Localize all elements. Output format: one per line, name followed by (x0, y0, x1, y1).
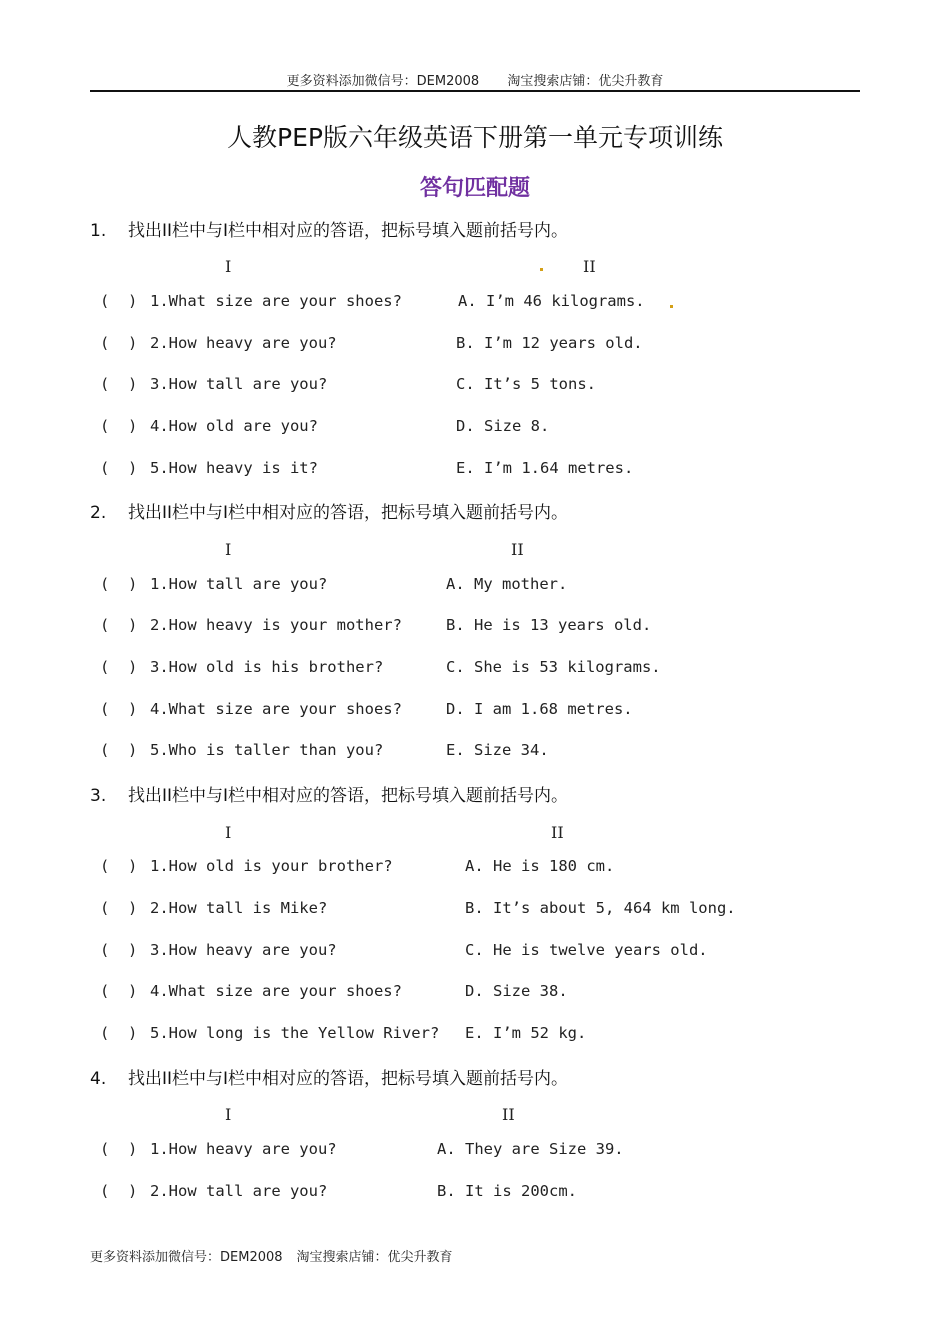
question-text: 5.Who is taller than you? (150, 741, 384, 759)
stray-mark (540, 268, 543, 271)
stray-mark (670, 305, 673, 308)
answer-blank[interactable]: ( ) (100, 700, 138, 718)
question-text: 5.How heavy is it? (150, 459, 318, 477)
question-text: 2.How heavy are you? (150, 334, 337, 352)
answer-blank[interactable]: ( ) (100, 741, 138, 759)
question-text: 1.How old is your brother? (150, 857, 393, 875)
question-text: 4.What size are your shoes? (150, 982, 402, 1000)
answer-blank[interactable]: ( ) (100, 1024, 138, 1042)
section-2-heading (90, 498, 568, 523)
question-text: 1.How heavy are you? (150, 1140, 337, 1158)
answer-blank[interactable]: ( ) (100, 334, 138, 352)
answer-option: A. I’m 46 kilograms. (458, 292, 645, 310)
answer-option: A. My mother. (446, 575, 568, 593)
question-text: 4.What size are your shoes? (150, 700, 402, 718)
answer-blank[interactable]: ( ) (100, 459, 138, 477)
header-divider (90, 90, 860, 92)
answer-blank[interactable]: ( ) (100, 1182, 138, 1200)
answer-blank[interactable]: ( ) (100, 941, 138, 959)
answer-option: C. She is 53 kilograms. (446, 658, 661, 676)
footer-shop: 淘宝搜索店铺：优尖升教育 (296, 1250, 453, 1265)
section-instruction: 找出II栏中与I栏中相对应的答语，把标号填入题前括号内。 (128, 786, 569, 806)
page-subtitle: 答句匹配题 (419, 176, 530, 201)
answer-option: C. It’s 5 tons. (456, 375, 596, 393)
question-text: 2.How tall are you? (150, 1182, 328, 1200)
answer-option: E. I’m 1.64 metres. (456, 459, 634, 477)
answer-option: E. I’m 52 kg. (465, 1024, 587, 1042)
section-number: 4. (90, 1069, 107, 1089)
answer-blank[interactable]: ( ) (100, 417, 138, 435)
section-1-heading (90, 216, 568, 241)
answer-option: C. He is twelve years old. (465, 941, 708, 959)
header-shop: 淘宝搜索店铺：优尖升教育 (507, 74, 664, 89)
answer-option: B. It is 200cm. (437, 1182, 577, 1200)
answer-option: A. He is 180 cm. (465, 857, 615, 875)
column-ii-label: II (502, 1105, 515, 1124)
question-text: 3.How old is his brother? (150, 658, 384, 676)
section-3-heading (90, 781, 568, 806)
answer-blank[interactable]: ( ) (100, 982, 138, 1000)
page-title: 人教PEP版六年级英语下册第一单元专项训练 (227, 123, 723, 152)
question-text: 2.How heavy is your mother? (150, 616, 402, 634)
column-i-label: I (225, 823, 232, 842)
question-text: 3.How tall are you? (150, 375, 328, 393)
answer-blank[interactable]: ( ) (100, 375, 138, 393)
answer-blank[interactable]: ( ) (100, 292, 138, 310)
footer-wechat: 更多资料添加微信号：DEM2008 (90, 1250, 283, 1265)
header-wechat: 更多资料添加微信号：DEM2008 (286, 74, 480, 89)
column-ii-label: II (551, 823, 564, 842)
answer-option: B. He is 13 years old. (446, 616, 652, 634)
question-text: 2.How tall is Mike? (150, 899, 328, 917)
answer-blank[interactable]: ( ) (100, 575, 138, 593)
question-text: 1.What size are your shoes? (150, 292, 402, 310)
section-instruction: 找出II栏中与I栏中相对应的答语，把标号填入题前括号内。 (128, 221, 569, 241)
question-text: 5.How long is the Yellow River? (150, 1024, 440, 1042)
answer-blank[interactable]: ( ) (100, 616, 138, 634)
section-number: 3. (90, 786, 107, 806)
page-footer (90, 1246, 467, 1265)
answer-option: E. Size 34. (446, 741, 549, 759)
section-instruction: 找出II栏中与I栏中相对应的答语，把标号填入题前括号内。 (128, 503, 569, 523)
answer-option: A. They are Size 39. (437, 1140, 624, 1158)
column-ii-label: II (511, 540, 524, 559)
answer-option: D. I am 1.68 metres. (446, 700, 633, 718)
answer-option: D. Size 38. (465, 982, 568, 1000)
section-4-heading (90, 1064, 568, 1089)
column-i-label: I (225, 540, 232, 559)
page-header (90, 70, 860, 89)
question-text: 3.How heavy are you? (150, 941, 337, 959)
section-number: 2. (90, 503, 107, 523)
answer-option: B. I’m 12 years old. (456, 334, 643, 352)
question-text: 4.How old are you? (150, 417, 318, 435)
answer-option: D. Size 8. (456, 417, 550, 435)
column-ii-label: II (583, 257, 596, 276)
answer-blank[interactable]: ( ) (100, 658, 138, 676)
section-instruction: 找出II栏中与I栏中相对应的答语，把标号填入题前括号内。 (128, 1069, 569, 1089)
answer-blank[interactable]: ( ) (100, 1140, 138, 1158)
answer-option: B. It’s about 5, 464 km long. (465, 899, 736, 917)
section-number: 1. (90, 221, 107, 241)
answer-blank[interactable]: ( ) (100, 899, 138, 917)
column-i-label: I (225, 257, 232, 276)
question-text: 1.How tall are you? (150, 575, 328, 593)
column-i-label: I (225, 1105, 232, 1124)
answer-blank[interactable]: ( ) (100, 857, 138, 875)
